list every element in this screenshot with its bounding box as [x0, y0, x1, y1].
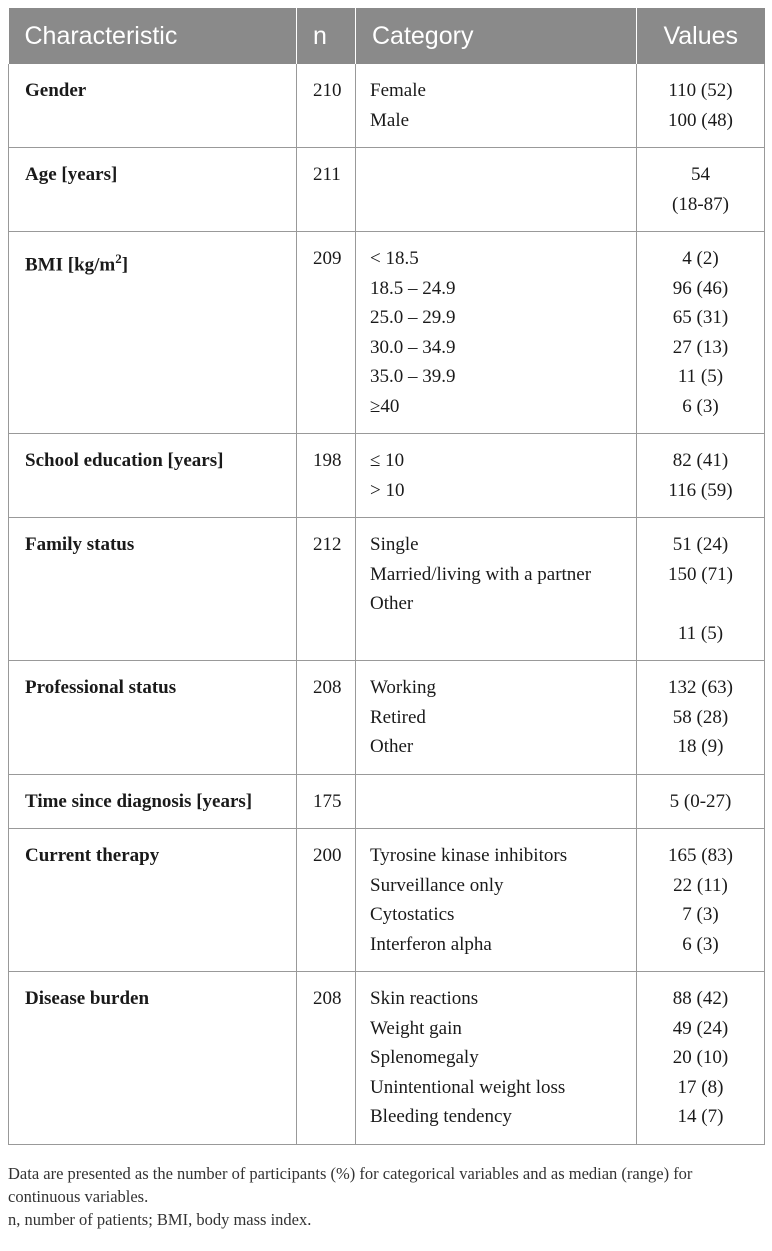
table-row — [9, 148, 765, 232]
category-cell — [356, 518, 637, 661]
category-item: 18.5 – 24.9 — [370, 277, 456, 299]
table-row — [9, 232, 765, 434]
category-item: < 18.5 — [370, 248, 419, 269]
category-cell — [356, 774, 637, 829]
table-row — [9, 518, 765, 661]
category-item: Tyrosine kinase inhibitors — [370, 845, 568, 866]
values-cell — [637, 972, 765, 1145]
category-item: Bleeding tendency — [370, 1106, 512, 1127]
category-item: Weight gain — [370, 1017, 462, 1039]
value-item: 132 (63) — [668, 677, 733, 698]
value-item: 82 (41) — [672, 450, 729, 471]
header-values: Values — [637, 8, 765, 64]
category-item: Married/living with a partner — [370, 563, 592, 585]
n-cell: 211 — [297, 148, 356, 232]
value-item: 58 (28) — [672, 706, 729, 728]
values-cell — [637, 434, 765, 518]
category-item: Other — [370, 593, 414, 614]
category-item: Splenomegaly — [370, 1047, 479, 1068]
value-item: 14 (7) — [677, 1106, 724, 1127]
values-cell — [637, 148, 765, 232]
table-footnotes — [8, 1162, 764, 1231]
table-body — [9, 64, 765, 1144]
footnote-abbreviations: n, number of patients; BMI, body mass index. — [8, 1210, 312, 1229]
value-item: 51 (24) — [672, 534, 729, 555]
value-item: 17 (8) — [677, 1076, 724, 1098]
value-item: 27 (13) — [672, 336, 729, 358]
values-cell — [637, 518, 765, 661]
n-cell: 200 — [297, 829, 356, 972]
category-item: > 10 — [370, 479, 405, 501]
category-cell — [356, 972, 637, 1145]
value-item: 49 (24) — [672, 1017, 729, 1039]
table-row — [9, 64, 765, 148]
table-row — [9, 774, 765, 829]
values-cell — [637, 774, 765, 829]
value-item: 65 (31) — [672, 307, 729, 328]
category-cell — [356, 148, 637, 232]
value-item — [643, 589, 758, 619]
characteristic-cell: Gender — [9, 64, 297, 148]
characteristic-cell: School education [years] — [9, 434, 297, 518]
value-item: 18 (9) — [677, 736, 724, 757]
value-item: 6 (3) — [682, 933, 719, 955]
superscript-two: 2 — [115, 251, 122, 266]
value-item: 110 (52) — [668, 80, 733, 101]
value-item: 7 (3) — [682, 904, 719, 925]
category-item: 35.0 – 39.9 — [370, 366, 456, 387]
n-cell: 208 — [297, 972, 356, 1145]
n-cell: 175 — [297, 774, 356, 829]
category-cell — [356, 64, 637, 148]
category-item: Unintentional weight loss — [370, 1076, 566, 1098]
header-category: Category — [356, 8, 637, 64]
table-row — [9, 661, 765, 775]
header-characteristic: Characteristic — [9, 8, 297, 64]
value-item: 20 (10) — [672, 1047, 729, 1068]
n-cell: 209 — [297, 232, 356, 434]
value-item: 22 (11) — [673, 874, 728, 896]
category-item: Interferon alpha — [370, 933, 492, 955]
characteristic-cell: Time since diagnosis [years] — [9, 774, 297, 829]
category-item: 30.0 – 34.9 — [370, 336, 456, 358]
values-cell — [637, 661, 765, 775]
n-cell: 210 — [297, 64, 356, 148]
value-item: 11 (5) — [677, 622, 724, 644]
category-item: Other — [370, 736, 414, 757]
category-item: Single — [370, 534, 419, 555]
category-item: Female — [370, 80, 426, 101]
value-item: 165 (83) — [668, 845, 733, 866]
value-item: 4 (2) — [682, 248, 719, 269]
n-cell: 198 — [297, 434, 356, 518]
values-cell — [637, 232, 765, 434]
value-item: 5 (0-27) — [669, 790, 732, 812]
category-item: ≤ 10 — [370, 450, 405, 471]
characteristic-cell: Family status — [9, 518, 297, 661]
footnote-data-presentation: Data are presented as the number of participants (%) for categorical variables and as median (range) for continuous variables. — [8, 1164, 693, 1206]
value-item: 6 (3) — [682, 395, 719, 417]
characteristics-table — [8, 8, 765, 1145]
header-row — [9, 8, 765, 64]
category-item: Working — [370, 677, 437, 698]
value-item: 11 (5) — [677, 366, 724, 387]
header-n: n — [297, 8, 356, 64]
value-item: 150 (71) — [668, 563, 733, 585]
category-item: Retired — [370, 706, 426, 728]
values-cell — [637, 829, 765, 972]
characteristic-label: BMI [kg/m — [25, 254, 116, 276]
characteristic-cell: Disease burden — [9, 972, 297, 1145]
characteristic-label-end: ] — [121, 254, 129, 276]
value-item: 96 (46) — [672, 277, 729, 299]
value-item: 54 — [691, 164, 710, 185]
characteristic-cell: Current therapy — [9, 829, 297, 972]
table-row — [9, 972, 765, 1145]
category-item: Skin reactions — [370, 988, 479, 1009]
category-item: Cytostatics — [370, 904, 455, 925]
table-row — [9, 829, 765, 972]
characteristic-cell: Age [years] — [9, 148, 297, 232]
category-item: 25.0 – 29.9 — [370, 307, 456, 328]
category-cell — [356, 829, 637, 972]
category-cell — [356, 434, 637, 518]
category-cell — [356, 232, 637, 434]
value-item: 88 (42) — [672, 988, 729, 1009]
table-header — [9, 8, 765, 64]
category-cell — [356, 661, 637, 775]
table-row — [9, 434, 765, 518]
n-cell: 208 — [297, 661, 356, 775]
category-item: Male — [370, 109, 410, 131]
value-item: 100 (48) — [668, 109, 733, 131]
value-item: 116 (59) — [668, 479, 733, 501]
values-cell — [637, 64, 765, 148]
characteristic-cell: Professional status — [9, 661, 297, 775]
category-item: Surveillance only — [370, 874, 504, 896]
value-item: (18-87) — [672, 193, 729, 215]
characteristic-cell — [9, 232, 297, 434]
category-item: ≥40 — [370, 395, 400, 417]
n-cell: 212 — [297, 518, 356, 661]
